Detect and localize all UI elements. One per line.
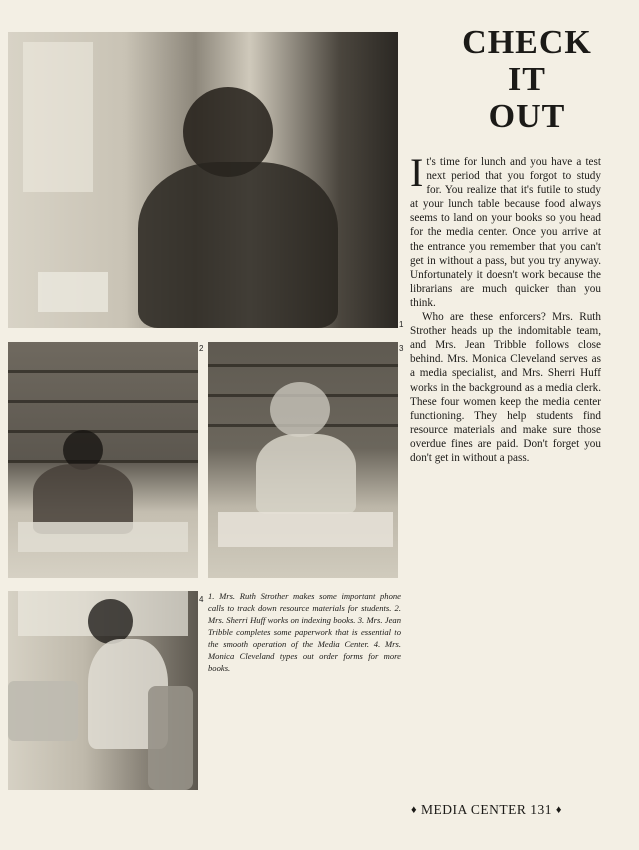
title-line: CHECK [462,24,592,61]
page-number: 131 [530,802,552,817]
article-body [410,150,601,465]
photo-number: 2 [199,344,204,353]
photo-number: 4 [199,595,204,604]
diamond-icon: ♦ [411,804,418,816]
page-footer [411,802,581,818]
photo-number: 1 [399,320,404,329]
photo-number: 3 [399,344,404,353]
drop-cap: I [410,150,424,195]
photo-librarian-indexing [8,342,198,578]
article-paragraph [410,150,601,310]
photo-librarian-typing [8,591,198,790]
page-title [424,24,630,135]
footer-section: MEDIA CENTER [421,802,527,817]
photo-caption: 1. Mrs. Ruth Strother makes some important phone calls to track down resource materials for students. 2. Mrs. Sherri Huff works on indexing books. 3. Mrs. Jean Tribble completes some paperwork that is essential to the smooth operation of the Media Center. 4. Mrs. Monica Cleveland types out order forms for more books. [208,591,401,673]
diamond-icon: ♦ [555,804,562,816]
photo-librarian-on-phone [8,32,398,328]
article-paragraph: Who are these enforcers? Mrs. Ruth Strother heads up the indomitable team, and Mrs. Jean Tribble follows close behind. Mrs. Monica Cleveland serves as a media specialist, and Mrs. Sherri Huff works in the background as a media clerk. These four women keep the media center functioning. They help students find resource materials and make sure those overdue fines are paid. Don't forget you don't get in without a pass. [410,311,601,464]
title-line: OUT [488,98,566,135]
title-line: IT [508,61,546,98]
paragraph-text: t's time for lunch and you have a test next period that you forgot to study for. You realize that it's futile to study at your lunch table because food always seems to land on your books so you head for the media center. Once you arrive at the entrance you remember that you can't get in without a pass, but you try anyway. Unfortunately it doesn't work because the librarians are much quicker than you think. [410,156,601,309]
photo-librarian-paperwork [208,342,398,578]
